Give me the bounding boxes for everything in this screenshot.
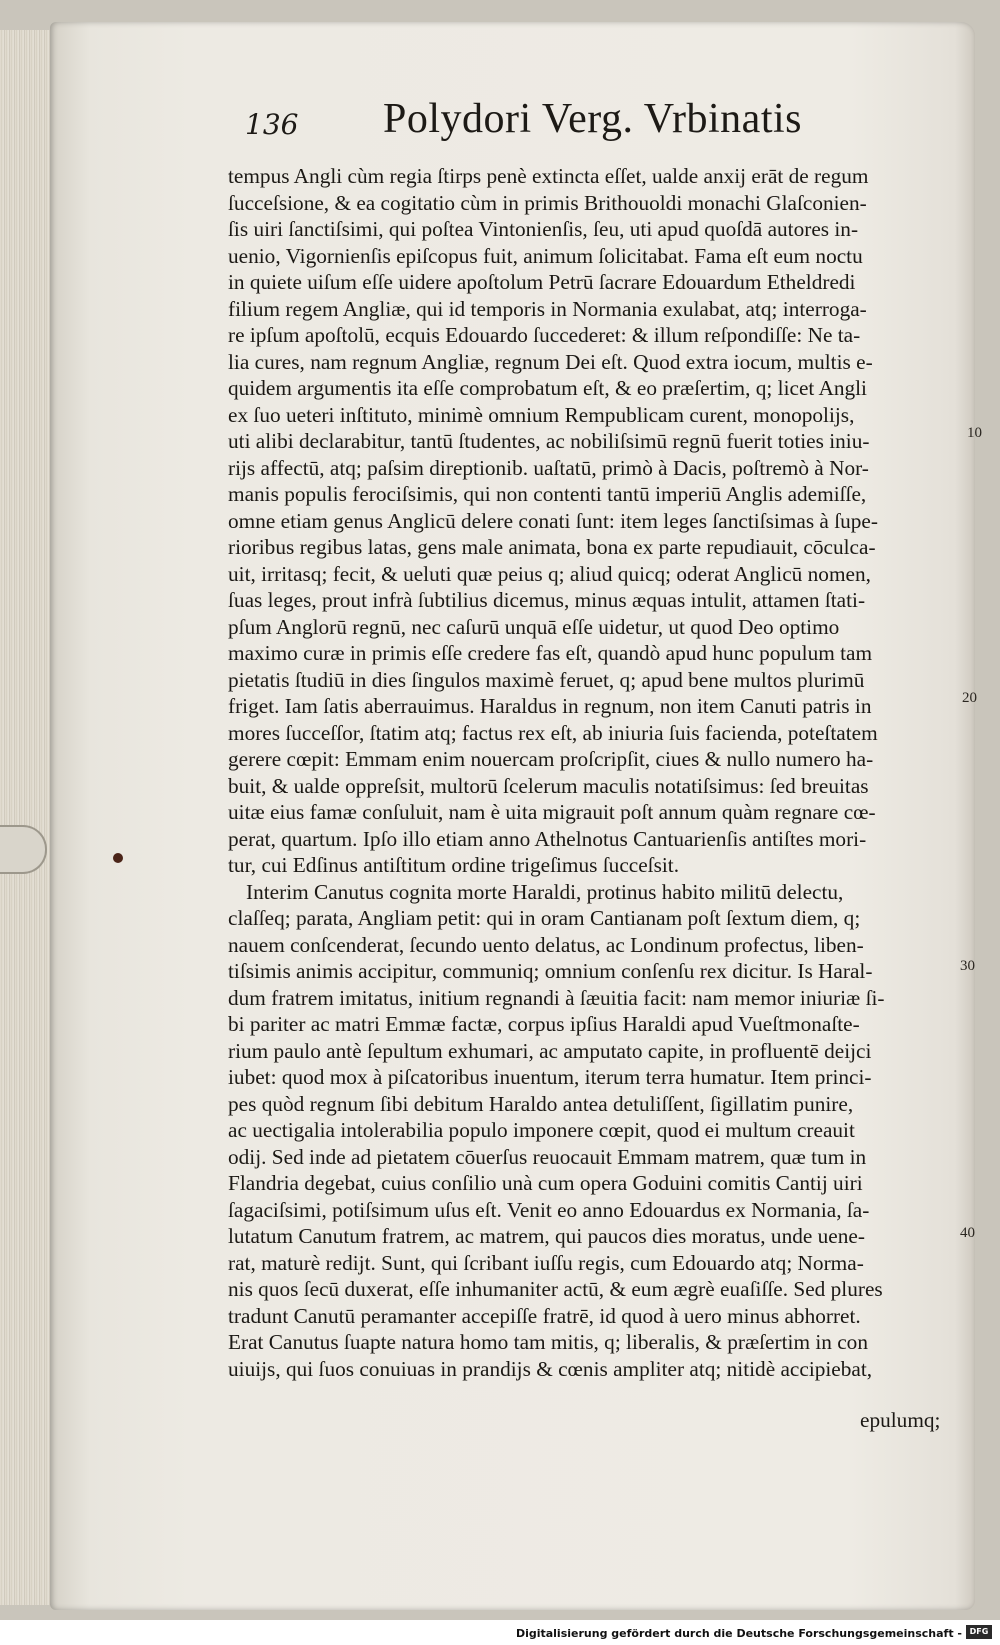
text-line: ac uectigalia intolerabilia populo imponere cœpit, quod ei multum creauit <box>228 1118 855 1142</box>
text-line <box>228 1382 958 1409</box>
text-line: pietatis ſtudiū in dies ſingulos maximè feruet, q; apud bene multos plurimū <box>228 667 865 692</box>
text-line: nis quos ſecū duxerat, eſſe inhumaniter actū, & eum ægrè euaſiſſe. Sed plures <box>228 1277 883 1301</box>
margin-line-number: 30 <box>960 958 975 974</box>
text-line: odij. Sed inde ad pietatem cōuerſus reuocauit Emmam matrem, quæ tum in <box>228 1144 867 1169</box>
text-line: uiuijs, qui ſuos conuiuas in prandijs & cœnis ampliter atq; nitidè accipiebat, <box>228 1356 873 1381</box>
dfg-logo: DFG <box>966 1625 992 1639</box>
text-line: rium paulo antè ſepultum exhumari, ac amputato capite, in profluentē deijci <box>228 1038 872 1063</box>
text-line: filium regem Angliæ, qui id temporis in Normania exulabat, atq; interroga- <box>228 296 867 321</box>
margin-line-number: 20 <box>962 690 977 706</box>
text-line: Flandria degebat, cuius conſilio unà cum opera Goduini comitis Cantij uiri <box>228 1171 863 1195</box>
folio-number: 136 <box>245 108 299 141</box>
text-line: re ipſum apoſtolū, ecquis Edouardo ſuccederet: & illum reſpondiſſe: Ne ta- <box>228 323 861 347</box>
margin-line-number: 40 <box>960 1225 975 1241</box>
text-line: dum fratrem imitatus, initium regnandi à ſæuitia facit: nam memor iniuriæ ſi- <box>228 985 885 1010</box>
ink-spot <box>113 853 123 863</box>
text-line: nauem conſcenderat, ſecundo uento delatus, ac Londinum profectus, liben- <box>228 932 864 957</box>
text-line: gerere cœpit: Emmam enim nouercam proſcripſit, ciues & nullo numero ha- <box>228 747 874 771</box>
text-line: tradunt Canutū peramanter accepiſſe fratrē, id quod à uero minus abhorret. <box>228 1303 861 1328</box>
text-line: ſis uiri ſanctiſsimi, qui poſtea Vintonienſis, ſeu, uti apud quoſdā autores in- <box>228 217 859 241</box>
text-line: Interim Canutus cognita morte Haraldi, protinus habito militū delectu, <box>246 879 844 904</box>
text-line: manis populis ferociſsimis, qui non contenti tantū imperiū Anglis ademiſſe, <box>228 482 867 506</box>
catchword: epulumq; <box>860 1408 941 1432</box>
text-line: lia cures, nam regnum Angliæ, regnum Dei eſt. Quod extra iocum, multis e- <box>228 349 873 374</box>
text-line: ſucceſsione, & ea cogitatio cùm in primis Brithouoldi monachi Glaſconien- <box>228 190 867 215</box>
body-text <box>228 163 958 1409</box>
text-line: tiſsimis animis accipitur, communiq; omnium conſenſu rex dicitur. Is Haral- <box>228 959 873 983</box>
text-line: claſſeq; parata, Angliam petit: qui in oram Cantianam poſt ſextum diem, q; <box>228 906 861 930</box>
text-line: pſum Anglorū regnū, nec caſurū unquā eſſe uidetur, ut quod Deo optimo <box>228 614 840 639</box>
text-line: perat, quartum. Ipſo illo etiam anno Athelnotus Cantuarienſis antiſtes mori- <box>228 826 867 851</box>
text-line: pes quòd regnum ſibi debitum Haraldo antea detuliſſent, ſigillatim punire, <box>228 1091 854 1116</box>
text-line: iubet: quod mox à piſcatoribus inuentum, iterum terra humatur. Item princi- <box>228 1065 872 1089</box>
text-line: uti alibi declarabitur, tantū ſtudentes, ac nobiliſsimū regnū fuerit toties iniu- <box>228 429 870 453</box>
text-line: ſuas leges, prout infrà ſubtilius dicemus, minus æquas intulit, attamen ſtati- <box>228 588 866 612</box>
text-line: uit, irritasq; fecit, & ueluti quæ peius q; aliud quicq; oderat Anglicū nomen, <box>228 561 871 586</box>
text-line: uenio, Vigornienſis epiſcopus fuit, animum ſolicitabat. Fama eſt eum noctu <box>228 243 863 268</box>
text-line: Erat Canutus ſuapte natura homo tam mitis, q; liberalis, & præſertim in con <box>228 1330 868 1354</box>
text-line: bi pariter ac matri Emmæ factæ, corpus ipſius Haraldi apud Vueſtmonaſte- <box>228 1012 860 1036</box>
book-page-edges <box>0 30 51 1605</box>
text-line: uitæ eius famæ conſuluit, nam è uita migrauit poſt annum quàm regnare cœ- <box>228 800 876 824</box>
text-line: tempus Angli cùm regia ſtirps penè extincta eſſet, ualde anxij erāt de regum <box>228 164 869 188</box>
text-line: mores ſucceſſor, ſtatim atq; factus rex eſt, ab iniuria ſuis facienda, poteſtatem <box>228 720 878 745</box>
text-line: ex ſuo ueteri inſtituto, minimè omnium Rempublicam curent, monopolijs, <box>228 402 855 427</box>
text-line: lutatum Canutum fratrem, ac matrem, qui paucos dies moratus, unde uene- <box>228 1224 865 1248</box>
text-line: tur, cui Edſinus antiſtitum ordine trigeſimus ſucceſsit. <box>228 853 680 877</box>
text-line: ſagaciſsimi, potiſsimum uſus eſt. Venit eo anno Edouardus ex Normania, ſa- <box>228 1197 870 1222</box>
digitization-credit: Digitalisierung gefördert durch die Deutsche Forschungsgemeinschaft - <box>515 1627 962 1640</box>
text-line: in quiete uiſum eſſe uidere apoſtolum Petrū ſacrare Edouardum Etheldredi <box>228 270 856 294</box>
running-head: Polydori Verg. Vrbinatis <box>383 96 802 142</box>
text-line: rat, maturè redijt. Sunt, qui ſcribant iuſſu regis, cum Edouardo atq; Norma- <box>228 1250 864 1275</box>
text-line: maximo curæ in primis eſſe credere fas eſt, quandò apud hunc populum tam <box>228 641 873 665</box>
text-line: omne etiam genus Anglicū delere conati ſunt: item leges ſanctiſsimas à ſupe- <box>228 508 878 533</box>
text-line: buit, & ualde oppreſsit, multorū ſcelerum maculis notatiſsimus: ſed breuitas <box>228 773 869 798</box>
text-line: rijs affectū, atq; paſsim direptionib. uaſtatū, primò à Dacis, poſtremò à Nor- <box>228 455 869 480</box>
text-line: friget. Iam ſatis aberrauimus. Haraldus in regnum, non item Canuti patris in <box>228 694 872 718</box>
clasp-tab <box>0 825 47 874</box>
text-line: rioribus regibus latas, gens male animata, bona ex parte repudiauit, cōculca- <box>228 535 876 559</box>
margin-line-number: 10 <box>967 425 982 441</box>
text-line: quidem argumentis ita eſſe comprobatum eſt, & eo præſertim, q; licet Angli <box>228 376 867 400</box>
